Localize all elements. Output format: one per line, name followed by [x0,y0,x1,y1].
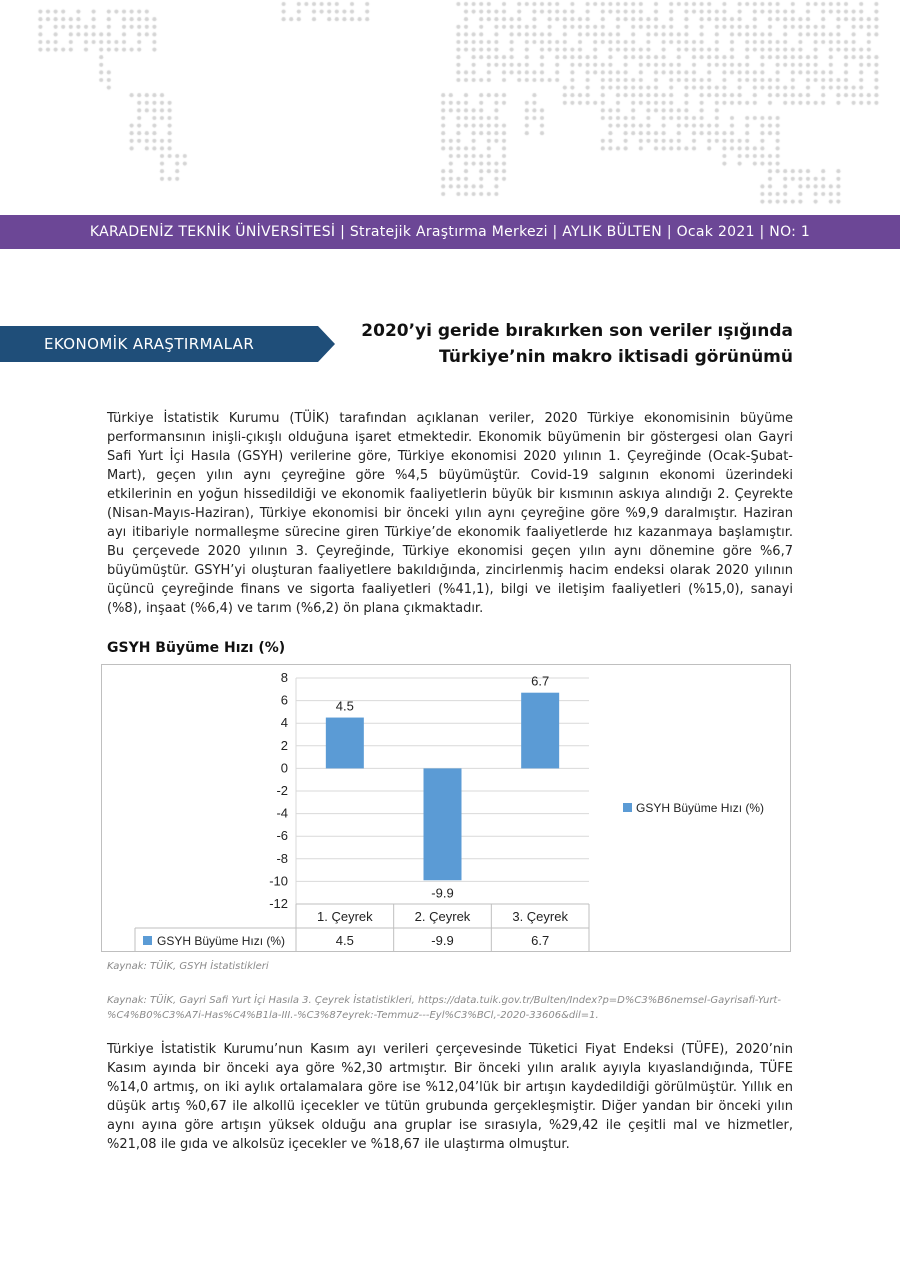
section-label [0,326,335,362]
y-tick-label: 8 [280,670,288,685]
table-value: 6.7 [531,933,550,948]
y-tick-label: 2 [280,737,288,753]
section-label-text: EKONOMİK ARAŞTIRMALAR [44,335,255,353]
y-tick-label: 6 [280,692,288,708]
y-tick-label: 4 [280,715,288,731]
y-tick-label: -12 [269,896,288,911]
table-series-name: GSYH Büyüme Hızı (%) [157,934,286,948]
article-paragraph-2: Türkiye İstatistik Kurumu’nun Kasım ayı verileri çerçevesinde Tüketici Fiyat Endeksi (TÜFE), 2020’nin Kasım ayında bir önceki aya göre %2,30 artmıştır. Bir önceki yılın aralık ayıyla kıyaslandığında, TÜFE %14,0 artmış, on iki aylık ortalamalara göre ise %12,04’lük bir artışın kaydedildiği görülmüştür. Yıllık en düşük artış %0,67 ile alkollü içecekler ve tütün grubunda gerçekleşmiştir. Diğer yandan bir önceki yılın aynı ayına göre artışın yüksek olduğu ana gruplar ise sırasıyla, %29,42 ile çeşitli mal ve hizmetler, %21,08 ile gıda ve alkolsüz içecekler ve %18,67 ile ulaştırma olmuştur. [107,1042,793,1152]
x-category-label: 2. Çeyrek [414,909,471,924]
y-tick-label: -10 [269,873,288,889]
chart-source-caption: Kaynak: TÜİK, GSYH İstatistikleri [107,961,269,972]
article-title-line-2: Türkiye’nin makro iktisadi görünümü [438,347,793,367]
table-value: 4.5 [335,933,354,948]
table-value: -9.9 [431,933,454,948]
y-tick-label: -2 [276,783,288,798]
header-banner: KARADENİZ TEKNİK ÜNİVERSİTESİ | Stratejik Araştırma Merkezi | AYLIK BÜLTEN | Ocak 2021 | NO: 1 [0,215,900,249]
y-tick-label: -6 [276,828,288,844]
data-label: -9.9 [431,885,454,901]
legend-label: GSYH Büyüme Hızı (%) [636,801,765,815]
data-label: 6.7 [531,673,550,689]
world-map-dot-graphic [0,0,900,215]
bar [424,768,462,880]
gdp-growth-chart [101,664,791,952]
article-title-line-1: 2020’yi geride bırakırken son veriler ışığında [361,321,793,341]
table-legend-key [143,936,152,945]
y-tick-label: -8 [276,850,288,866]
article-paragraph-1: Türkiye İstatistik Kurumu (TÜİK) tarafından açıklanan veriler, 2020 Türkiye ekonomisinin büyüme performansının inişli-çıkışlı olduğuna işaret etmektedir. Ekonomik büyümenin bir göstergesi olan Gayri Safi Yurt İçi Hasıla (GSYH) verilerine göre, Türkiye ekonomisi 2020 yılının 1. Çeyreğinde (Ocak-Şubat-Mart), geçen yılın aynı çeyreğine göre %4,5 büyümüştür. Covid-19 salgının ekonomi üzerindeki etkilerinin en yoğun hissedildiği ve ekonomik faaliyetlerin büyük bir kısmının askıya alındığı 2. Çeyrekte (Nisan-Mayıs-Haziran), Türkiye ekonomisi bir önceki yılın aynı çeyreğine göre %9,9 daralmıştır. Haziran ayı itibariyle normalleşme sürecine giren Türkiye’de ekonomik faaliyetlerde hız kazanmaya başlamıştır. Bu çerçevede 2020 yılının 3. Çeyreğinde, Türkiye ekonomisi geçen yılın aynı dönemine göre %6,7 büyümüştür. GSYH’yi oluşturan faaliyetlere bakıldığında, zincirlenmiş hacim endeksi olarak 2020 yılının üçüncü çeyreğinde finans ve sigorta faaliyetleri (%41,1), bilgi ve iletişim faaliyetleri (%15,0), sanayi (%8), inşaat (%6,4) ve tarım (%6,2) ön plana çıkmaktadır. [107,411,793,616]
chart-heading: GSYH Büyüme Hızı (%) [107,640,286,656]
y-tick-label: 0 [280,760,288,776]
legend-key [623,803,632,812]
y-tick-label: -4 [276,805,288,821]
bar [326,718,364,769]
x-category-label: 3. Çeyrek [512,909,568,924]
article-title [361,318,793,370]
data-label: 4.5 [335,698,354,714]
bar [521,693,559,769]
source-reference-caption: Kaynak: TÜİK, Gayri Safi Yurt İçi Hasıla 3. Çeyrek İstatistikleri, https://data.tuik.gov.tr/Bulten/Index?p=D%C3%B6nemsel-Gayrisafi-Yurt-%C4%B0%C3%A7i-Has%C4%B1la-III.-%C3%87eyrek:-Temmuz---Eyl%C3%BCl,-2020-33606&dil=1. [107,995,781,1021]
x-category-label: 1. Çeyrek [317,909,373,924]
